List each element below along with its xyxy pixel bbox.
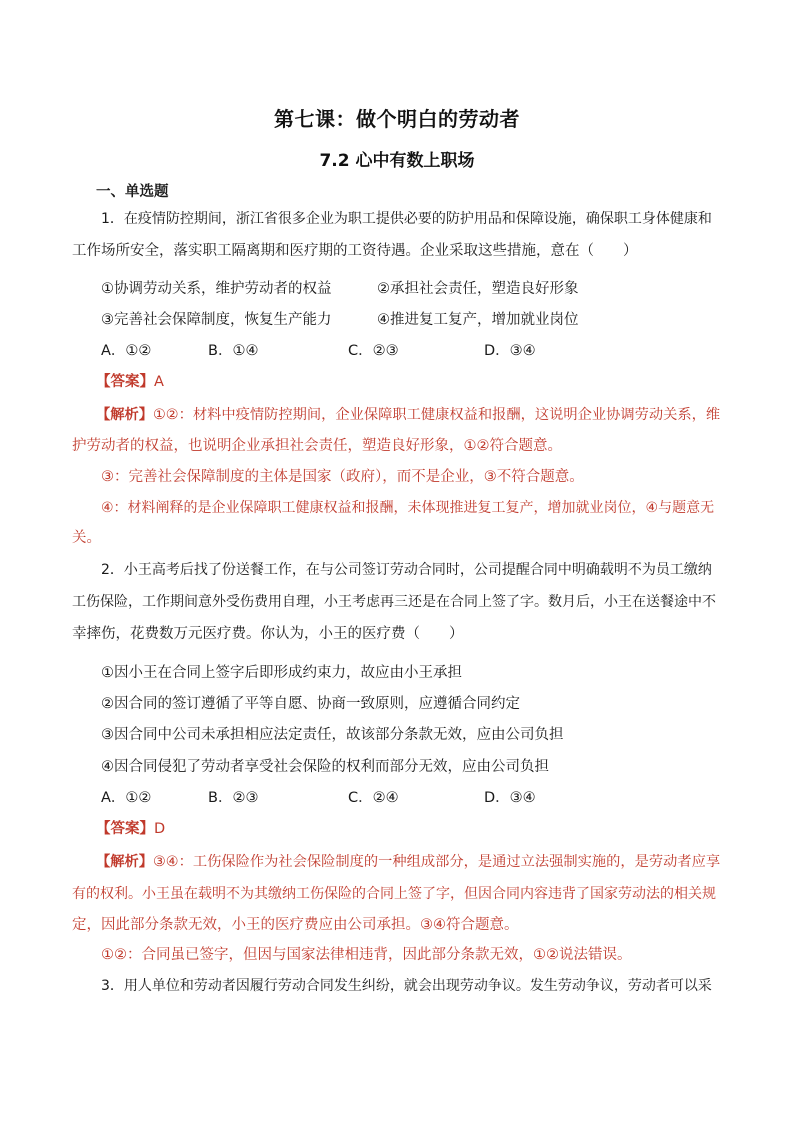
q2-analysis-line4: ①②：合同虽已签字，但因与国家法律相违背，因此部分条款无效，①②说法错误。	[101, 947, 632, 963]
lesson-subtitle: 7.2 心中有数上职场	[319, 151, 475, 171]
q1-option-4: ④推进复工复产，增加就业岗位	[377, 312, 579, 328]
q2-choice-b: B．②③	[208, 790, 259, 806]
q1-analysis-line2: 护劳动者的权益，也说明企业承担社会责任，塑造良好形象，①②符合题意。	[72, 438, 562, 454]
q1-analysis-label: 【解析】	[96, 407, 154, 423]
q1-analysis-line1	[96, 404, 720, 426]
q1-option-1: ①协调劳动关系，维护劳动者的权益	[101, 281, 332, 297]
q3-stem-line1: 3．用人单位和劳动者因履行劳动合同发生纠纷，就会出现劳动争议。发生劳动争议，劳动者可以采	[101, 978, 712, 994]
q1-choice-a: A．①②	[101, 343, 152, 359]
q2-analysis-text1: ③④：工伤保险作为社会保险制度的一种组成部分，是通过立法强制实施的，是劳动者应享	[153, 854, 721, 870]
q2-option-2: ②因合同的签订遵循了平等自愿、协商一致原则，应遵循合同约定	[101, 696, 520, 712]
q2-stem-line2: 工伤保险，工作期间意外受伤费用自理，小王考虑再三还是在合同上签了字。数月后，小王在送餐途中不	[72, 594, 716, 610]
q1-analysis-text1: ①②：材料中疫情防控期间，企业保障职工健康权益和报酬，这说明企业协调劳动关系，维	[153, 407, 721, 423]
q1-answer-value: A	[154, 374, 164, 390]
q1-analysis-line3: ③：完善社会保障制度的主体是国家（政府），而不是企业，③不符合题意。	[101, 469, 584, 485]
q2-option-4: ④因合同侵犯了劳动者享受社会保险的权利而部分无效，应由公司负担	[101, 759, 549, 775]
q2-choice-a: A．①②	[101, 790, 152, 806]
q2-answer-value: D	[154, 821, 166, 837]
q1-stem-line2: 工作场所安全，落实职工隔离期和医疗期的工资待遇。企业采取这些措施，意在（ ）	[72, 243, 638, 259]
q2-analysis-line3: 定，因此部分条款无效，小王的医疗费应由公司承担。③④符合题意。	[72, 917, 519, 933]
q1-answer-label: 【答案】	[96, 374, 154, 390]
q2-stem-line1: 2．小王高考后找了份送餐工作，在与公司签订劳动合同时，公司提醒合同中明确载明不为员工缴纳	[101, 562, 712, 578]
q2-choice-d: D．③④	[484, 790, 536, 806]
q2-analysis-label: 【解析】	[96, 854, 154, 870]
q2-answer-label: 【答案】	[96, 821, 154, 837]
q1-choice-d: D．③④	[484, 343, 536, 359]
q2-option-3: ③因合同中公司未承担相应法定责任，故该部分条款无效，应由公司负担	[101, 727, 564, 743]
q2-analysis-line2: 有的权利。小王虽在载明不为其缴纳工伤保险的合同上签了字，但因合同内容违背了国家劳动法的相关规	[72, 886, 716, 902]
q2-option-1: ①因小王在合同上签字后即形成约束力，故应由小王承担	[101, 665, 462, 681]
q1-answer	[96, 371, 164, 393]
q1-option-3: ③完善社会保障制度，恢复生产能力	[101, 312, 332, 328]
q1-analysis-line5: 关。	[72, 530, 101, 546]
q2-choice-c: C．②④	[348, 790, 399, 806]
q2-stem-line3: 幸摔伤，花费数万元医疗费。你认为，小王的医疗费（ ）	[72, 626, 464, 642]
q1-option-2: ②承担社会责任，塑造良好形象	[377, 281, 579, 297]
q1-choice-b: B．①④	[208, 343, 259, 359]
q1-stem-line1: 1．在疫情防控期间，浙江省很多企业为职工提供必要的防护用品和保障设施，确保职工身体健康和	[101, 211, 712, 227]
q2-analysis-line1	[96, 851, 720, 873]
lesson-title: 第七课：做个明白的劳动者	[274, 107, 520, 131]
q1-choice-c: C．②③	[348, 343, 399, 359]
section-heading: 一、单选题	[96, 184, 169, 200]
q2-answer	[96, 818, 165, 840]
q1-analysis-line4: ④：材料阐释的是企业保障职工健康权益和报酬，未体现推进复工复产，增加就业岗位，④与题意无	[101, 500, 715, 516]
